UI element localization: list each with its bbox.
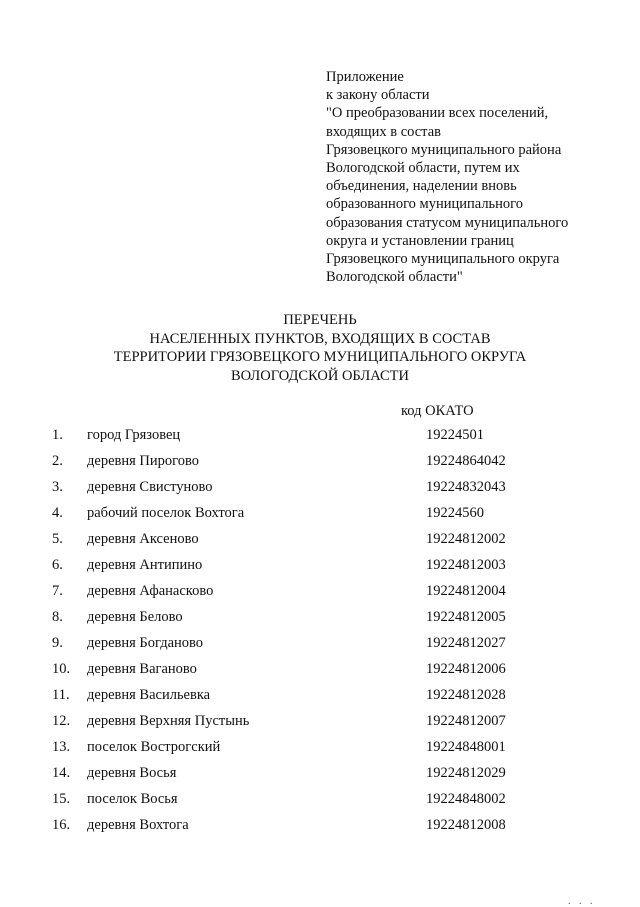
title-line: ТЕРРИТОРИИ ГРЯЗОВЕЦКОГО МУНИЦИПАЛЬНОГО ОКРУГА [113, 349, 527, 365]
row-number: 6. [52, 557, 63, 573]
table-row [0, 713, 640, 733]
title-line: НАСЕЛЕННЫХ ПУНКТОВ, ВХОДЯЩИХ В СОСТАВ [149, 330, 491, 347]
row-number: 14. [52, 765, 71, 781]
settlement-name: деревня Вохтога [87, 817, 189, 833]
row-number: 9. [52, 635, 63, 651]
appendix-line: входящих в состав [326, 123, 441, 140]
okato-code: 19224812008 [426, 817, 506, 833]
row-number: 11. [52, 687, 70, 703]
appendix-line: Приложение [326, 69, 404, 85]
okato-code: 19224812007 [426, 713, 506, 729]
table-row [0, 635, 640, 655]
row-number: 2. [52, 453, 63, 469]
appendix-line: Грязовецкого муниципального района [326, 141, 562, 158]
title-line: ВОЛОГОДСКОЙ ОБЛАСТИ [231, 367, 409, 384]
okato-code: 19224812002 [426, 531, 506, 547]
appendix-line: образованного муниципального [326, 196, 524, 213]
table-row [0, 505, 640, 525]
appendix-line: объединения, наделении вновь [326, 178, 517, 195]
okato-code: 19224864042 [426, 453, 506, 469]
table-row [0, 765, 640, 785]
appendix-line: образования статусом муниципального [326, 214, 569, 231]
row-number: 10. [52, 661, 71, 677]
table-row [0, 817, 640, 837]
okato-code: 19224812005 [426, 609, 506, 625]
okato-code: 19224812004 [426, 583, 506, 599]
scan-specks-decoration: . . . [568, 896, 596, 907]
table-row [0, 739, 640, 759]
appendix-line: Грязовецкого муниципального округа [326, 251, 560, 268]
settlement-name: поселок Вострогский [87, 739, 221, 755]
okato-code: 19224501 [426, 427, 484, 443]
table-row [0, 791, 640, 811]
row-number: 4. [52, 505, 63, 521]
row-number: 12. [52, 713, 71, 729]
settlement-name: деревня Ваганово [87, 661, 197, 677]
settlement-name: деревня Васильевка [87, 687, 211, 703]
okato-code: 19224832043 [426, 479, 506, 495]
row-number: 1. [52, 427, 63, 443]
row-number: 16. [52, 817, 71, 833]
okato-code: 19224812006 [426, 661, 506, 677]
appendix-line: Вологодской области" [326, 269, 463, 286]
settlement-name: деревня Аксеново [87, 531, 199, 547]
settlement-name: город Грязовец [87, 427, 181, 443]
settlement-name: деревня Восья [87, 765, 177, 781]
row-number: 7. [52, 583, 63, 599]
settlement-name: деревня Пирогово [87, 453, 199, 469]
appendix-line: округа и установлении границ [326, 232, 514, 249]
table-row [0, 427, 640, 447]
okato-code: 19224848002 [426, 791, 506, 807]
okato-code: 19224812029 [426, 765, 506, 781]
table-row [0, 479, 640, 499]
settlement-name: деревня Верхняя Пустынь [87, 713, 250, 729]
okato-code: 19224560 [426, 505, 484, 521]
okato-code: 19224812027 [426, 635, 506, 651]
row-number: 15. [52, 791, 71, 807]
table-row [0, 531, 640, 551]
row-number: 8. [52, 609, 63, 625]
settlement-name: рабочий поселок Вохтога [87, 505, 245, 521]
okato-code: 19224812028 [426, 687, 506, 703]
appendix-block [326, 68, 626, 286]
okato-code: 19224812003 [426, 557, 506, 573]
okato-column-header: код ОКАТО [401, 403, 474, 419]
table-row [0, 453, 640, 473]
row-number: 3. [52, 479, 63, 495]
title-line: ПЕРЕЧЕНЬ [283, 312, 357, 328]
table-row [0, 661, 640, 681]
settlement-name: деревня Афанасково [87, 583, 214, 599]
row-number: 13. [52, 739, 71, 755]
document-title [60, 311, 580, 385]
table-row [0, 583, 640, 603]
settlement-name: деревня Свистуново [87, 479, 213, 495]
okato-code: 19224848001 [426, 739, 506, 755]
table-row [0, 687, 640, 707]
table-row [0, 557, 640, 577]
table-row [0, 609, 640, 629]
appendix-line: "О преобразовании всех поселений, [326, 105, 549, 122]
row-number: 5. [52, 531, 63, 547]
appendix-line: Вологодской области, путем их [326, 160, 520, 177]
settlement-name: деревня Белово [87, 609, 183, 625]
settlement-name: деревня Антипино [87, 557, 203, 573]
settlement-name: поселок Восья [87, 791, 178, 807]
settlement-name: деревня Богданово [87, 635, 204, 651]
appendix-line: к закону области [326, 87, 430, 104]
